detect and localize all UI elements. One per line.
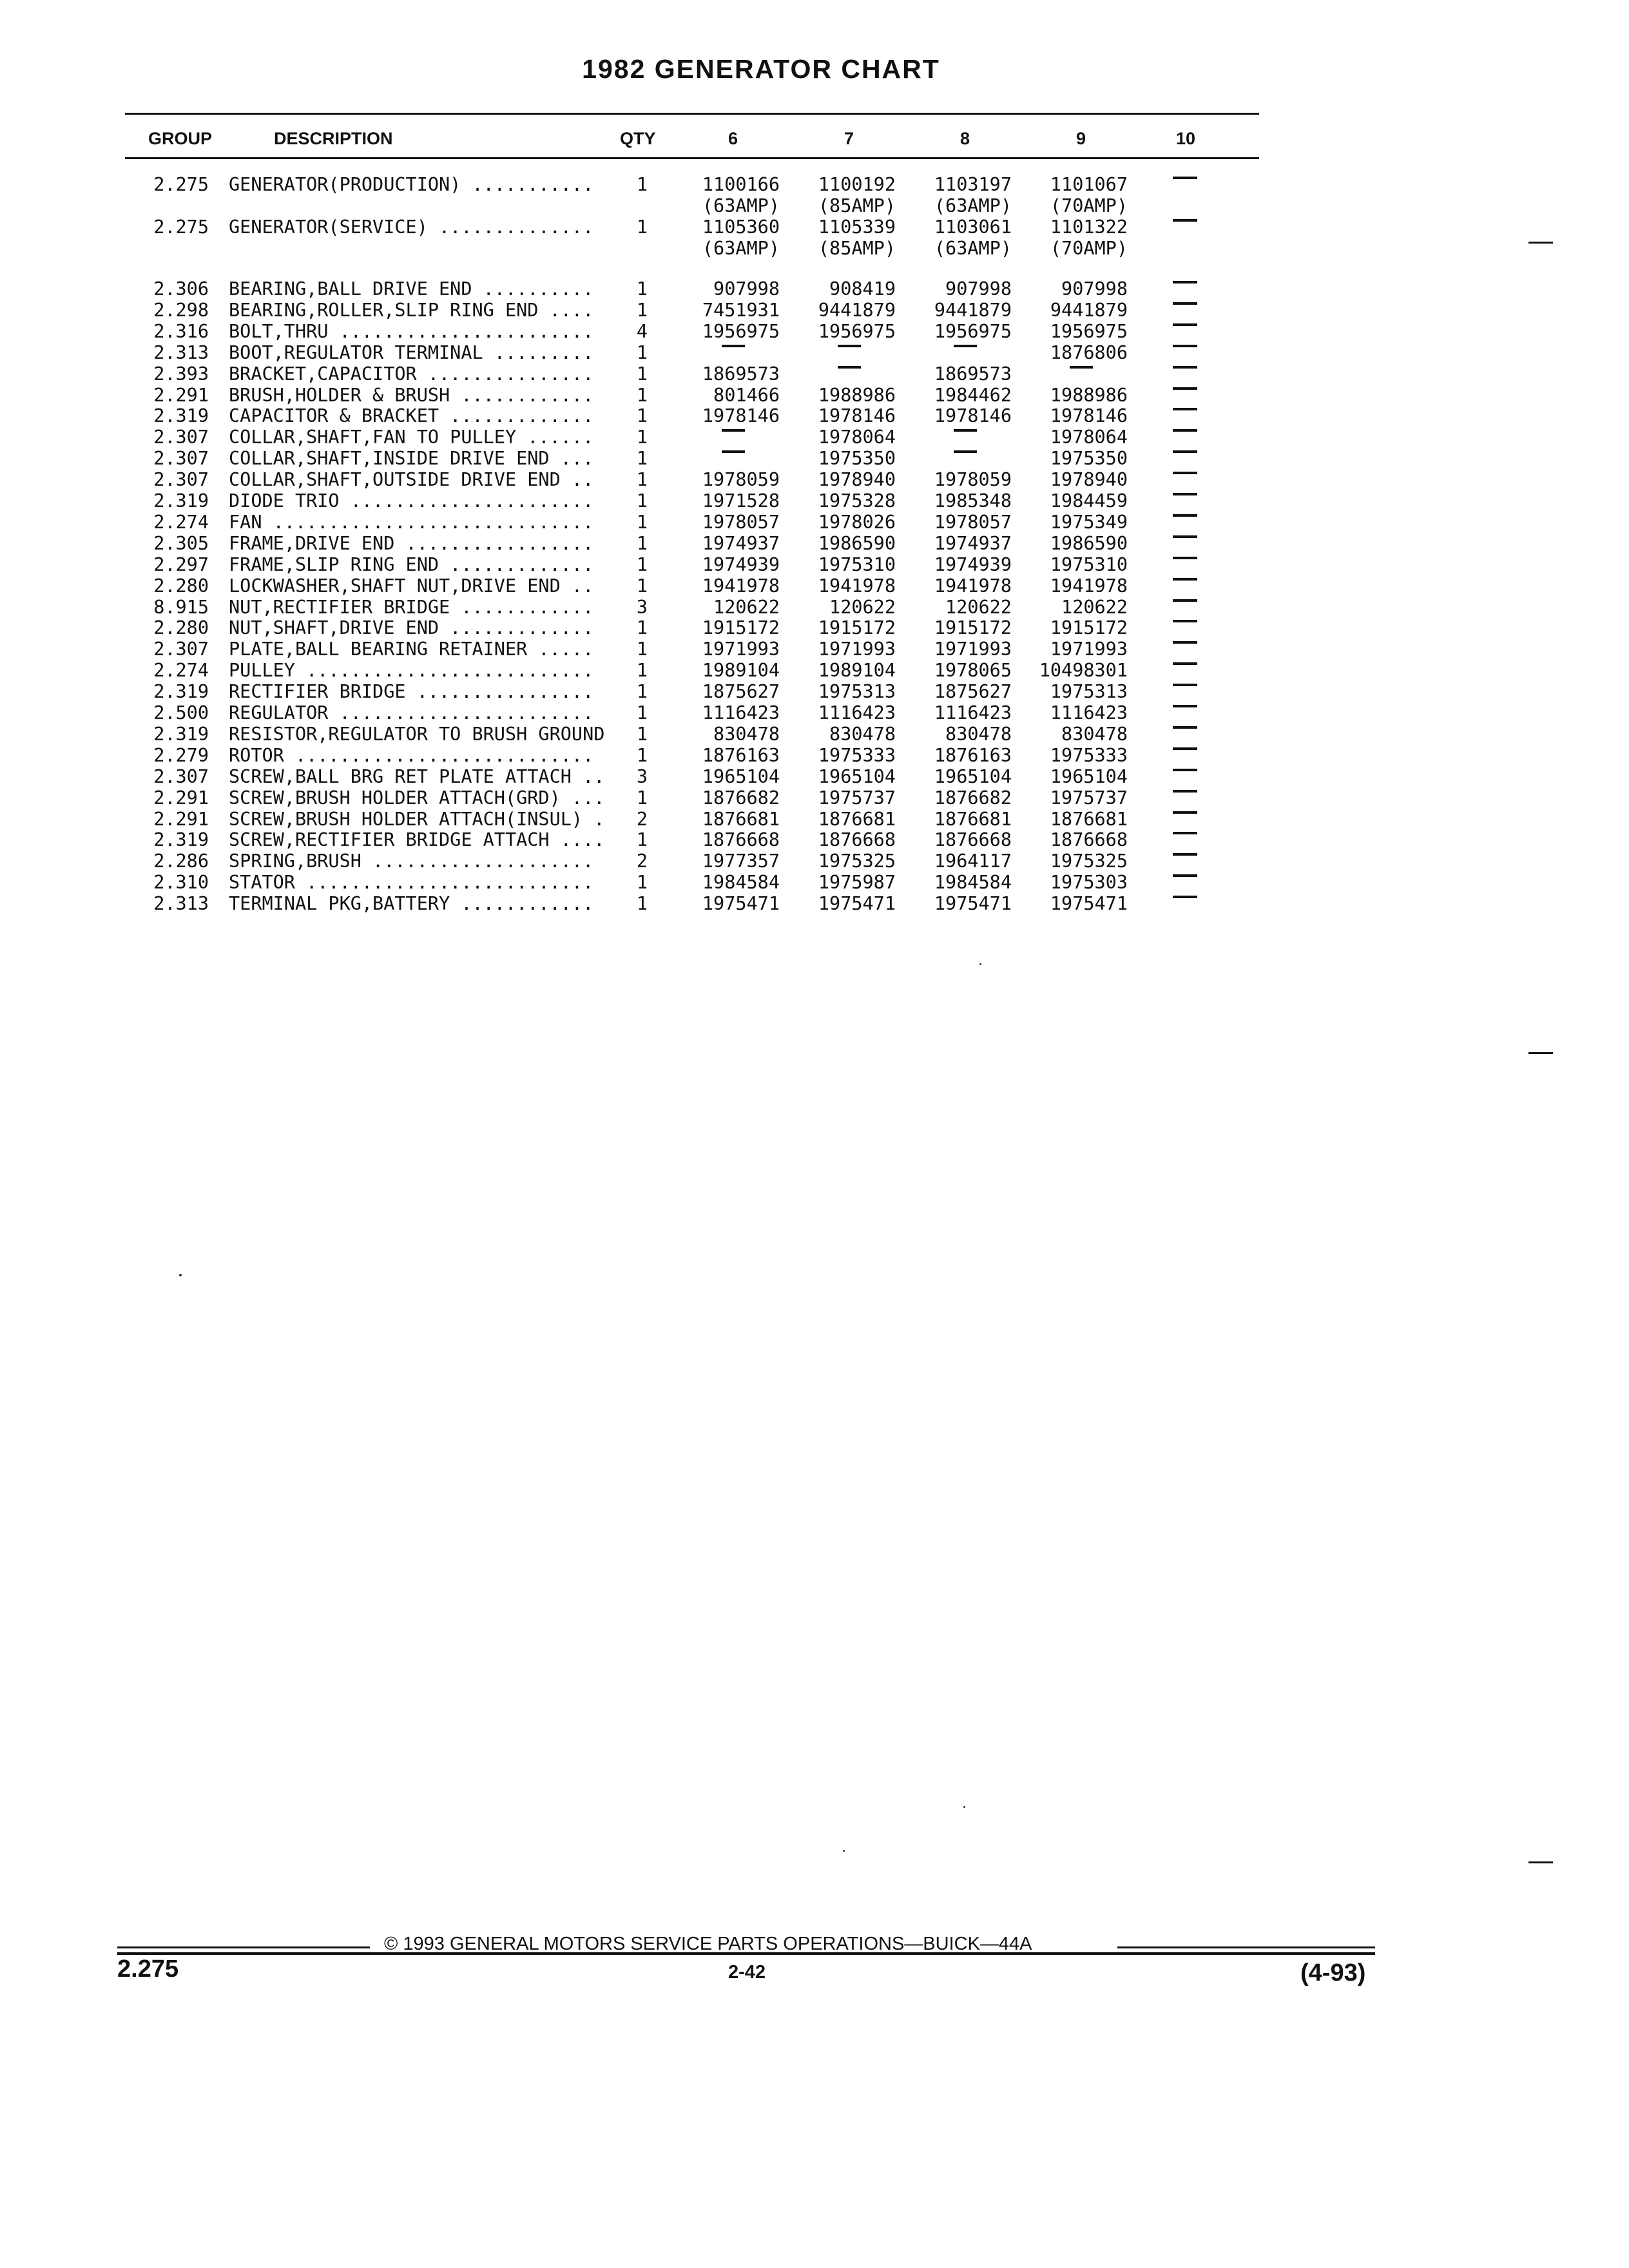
cell-c7: 1986590	[818, 532, 896, 554]
cell-desc: SPRING,BRUSH ....................	[229, 850, 594, 872]
cell-c6: 801466	[713, 384, 780, 406]
cell-group: 2.291	[153, 787, 209, 809]
revision-date: (4-93)	[1300, 1959, 1366, 1986]
cell-qty: 1	[636, 617, 648, 639]
cell-desc: FAN .............................	[229, 511, 594, 533]
cell-group: 2.280	[153, 617, 209, 639]
cell-c7: 9441879	[818, 299, 896, 321]
cell-c10	[1173, 853, 1197, 856]
cell-c10	[1173, 408, 1197, 410]
cell-group: 2.319	[153, 405, 209, 427]
cell-c8: 1876668	[934, 829, 1012, 851]
cell-c9: 1101067	[1050, 174, 1128, 195]
cell-c8: 1978057	[934, 511, 1012, 533]
cell-group: 2.307	[153, 639, 209, 660]
cell-desc: GENERATOR(PRODUCTION) ...........	[229, 174, 594, 195]
cell-c6: (63AMP)	[702, 195, 780, 216]
cell-group: 2.286	[153, 850, 209, 872]
cell-c10	[1173, 684, 1197, 686]
cell-c6: 1989104	[702, 660, 780, 682]
cell-c6: 1915172	[702, 617, 780, 639]
cell-qty: 1	[636, 490, 648, 512]
cell-desc: FRAME,DRIVE END .................	[229, 532, 594, 554]
cell-desc: LOCKWASHER,SHAFT NUT,DRIVE END ..	[229, 575, 594, 597]
cell-c10	[1173, 281, 1197, 284]
cell-qty: 1	[636, 553, 648, 575]
cell-c8: 1984462	[934, 384, 1012, 406]
cell-c9: 830478	[1061, 723, 1128, 745]
cell-qty: 1	[636, 660, 648, 682]
scan-speck	[963, 1806, 965, 1808]
cell-desc: BEARING,ROLLER,SLIP RING END ....	[229, 299, 594, 321]
cell-c9: 1986590	[1050, 532, 1128, 554]
cell-c9: (70AMP)	[1050, 195, 1128, 216]
cell-c10	[1173, 620, 1197, 622]
cell-desc: DIODE TRIO ......................	[229, 490, 594, 512]
cell-group: 2.316	[153, 320, 209, 342]
cell-qty: 1	[636, 681, 648, 703]
cell-c8: 1956975	[934, 320, 1012, 342]
cell-qty: 1	[636, 639, 648, 660]
cell-desc: SCREW,BRUSH HOLDER ATTACH(INSUL) .	[229, 808, 605, 830]
cell-group: 2.291	[153, 808, 209, 830]
cell-c10	[1173, 323, 1197, 326]
cell-c10	[1173, 874, 1197, 877]
cell-c9: 1978064	[1050, 427, 1128, 448]
cell-desc: SCREW,BRUSH HOLDER ATTACH(GRD) ...	[229, 787, 605, 809]
cell-c7: 1876681	[818, 808, 896, 830]
cell-qty: 1	[636, 278, 648, 300]
cell-desc: BRUSH,HOLDER & BRUSH ............	[229, 384, 594, 406]
cell-c10	[1173, 832, 1197, 834]
cell-c9: 1988986	[1050, 384, 1128, 406]
cell-c10	[1173, 747, 1197, 750]
cell-c7: 1915172	[818, 617, 896, 639]
page-title: 1982 GENERATOR CHART	[582, 54, 940, 84]
cell-c7: 1975333	[818, 744, 896, 766]
cell-desc: SCREW,RECTIFIER BRIDGE ATTACH ....	[229, 829, 605, 851]
cell-c7: (85AMP)	[818, 195, 896, 216]
cell-c6: 1105360	[702, 216, 780, 238]
cell-c6: 1869573	[702, 363, 780, 385]
cell-c9: 1978940	[1050, 469, 1128, 491]
cell-c7: 1975325	[818, 850, 896, 872]
cell-desc: GENERATOR(SERVICE) ..............	[229, 216, 594, 238]
cell-desc: COLLAR,SHAFT,FAN TO PULLEY ......	[229, 427, 594, 448]
cell-c8: 1876681	[934, 808, 1012, 830]
cell-c7: 908419	[829, 278, 896, 300]
scan-speck	[979, 963, 981, 965]
cell-c9: 1984459	[1050, 490, 1128, 512]
cell-c10	[1173, 535, 1197, 538]
header-bottom-rule	[125, 157, 1259, 159]
cell-group: 2.313	[153, 341, 209, 363]
cell-c7: 1975737	[818, 787, 896, 809]
cell-c8	[954, 345, 977, 347]
cell-c8: 120622	[945, 596, 1012, 618]
cell-desc: RECTIFIER BRIDGE ................	[229, 681, 594, 703]
cell-group: 2.274	[153, 511, 209, 533]
cell-c9: 1975350	[1050, 448, 1128, 470]
cell-c8: 1876682	[934, 787, 1012, 809]
cell-qty: 1	[636, 174, 648, 195]
cell-c10	[1173, 896, 1197, 898]
cell-qty: 2	[636, 850, 648, 872]
cell-group: 2.297	[153, 553, 209, 575]
cell-c10	[1173, 493, 1197, 495]
cell-qty: 1	[636, 723, 648, 745]
cell-c9: 1975471	[1050, 893, 1128, 915]
cell-c6: 1971528	[702, 490, 780, 512]
margin-mark-1	[1528, 242, 1553, 244]
cell-c6: 907998	[713, 278, 780, 300]
cell-c7: 830478	[829, 723, 896, 745]
cell-c8: 907998	[945, 278, 1012, 300]
header-description: DESCRIPTION	[274, 129, 393, 148]
cell-c9: 1965104	[1050, 765, 1128, 787]
cell-c10	[1173, 472, 1197, 474]
cell-c9: 1915172	[1050, 617, 1128, 639]
cell-c6: 1956975	[702, 320, 780, 342]
cell-desc: SCREW,BALL BRG RET PLATE ATTACH ..	[229, 765, 605, 787]
cell-group: 2.305	[153, 532, 209, 554]
cell-c7: 1989104	[818, 660, 896, 682]
cell-c9: 1956975	[1050, 320, 1128, 342]
header-col-8: 8	[960, 129, 970, 148]
cell-c8: (63AMP)	[934, 238, 1012, 259]
cell-c7: 1956975	[818, 320, 896, 342]
cell-qty: 1	[636, 384, 648, 406]
cell-c6: 1978059	[702, 469, 780, 491]
cell-c6: 1971993	[702, 639, 780, 660]
cell-c7: 1105339	[818, 216, 896, 238]
cell-c9	[1070, 366, 1093, 369]
cell-c7: 1978940	[818, 469, 896, 491]
cell-c8: 1974939	[934, 553, 1012, 575]
cell-qty: 1	[636, 872, 648, 894]
cell-c8: 1978065	[934, 660, 1012, 682]
cell-c10	[1173, 557, 1197, 559]
cell-c10	[1173, 387, 1197, 390]
cell-c9: 9441879	[1050, 299, 1128, 321]
header-col-9: 9	[1076, 129, 1086, 148]
cell-c8: 1985348	[934, 490, 1012, 512]
cell-c10	[1173, 705, 1197, 707]
cell-c8: 1978146	[934, 405, 1012, 427]
cell-qty: 1	[636, 405, 648, 427]
cell-desc: BOOT,REGULATOR TERMINAL .........	[229, 341, 594, 363]
cell-desc: NUT,SHAFT,DRIVE END .............	[229, 617, 594, 639]
cell-c7: 1978026	[818, 511, 896, 533]
cell-group: 2.275	[153, 174, 209, 195]
cell-c9: 1975737	[1050, 787, 1128, 809]
cell-c6: 1116423	[702, 702, 780, 724]
cell-qty: 4	[636, 320, 648, 342]
cell-c9: 1876806	[1050, 341, 1128, 363]
cell-c6: 1978057	[702, 511, 780, 533]
cell-c8: 1978059	[934, 469, 1012, 491]
cell-qty: 1	[636, 363, 648, 385]
cell-c9: 1975349	[1050, 511, 1128, 533]
scan-speck	[179, 1274, 182, 1276]
header-top-rule	[125, 113, 1259, 115]
cell-desc: FRAME,SLIP RING END .............	[229, 553, 594, 575]
cell-group: 2.306	[153, 278, 209, 300]
cell-c10	[1173, 726, 1197, 729]
cell-qty: 1	[636, 427, 648, 448]
cell-desc: CAPACITOR & BRACKET .............	[229, 405, 594, 427]
cell-c6: 1941978	[702, 575, 780, 597]
cell-c9: 907998	[1061, 278, 1128, 300]
cell-c9: 1975333	[1050, 744, 1128, 766]
cell-c6: 1100166	[702, 174, 780, 195]
cell-c8: 1974937	[934, 532, 1012, 554]
cell-group: 2.279	[153, 744, 209, 766]
cell-c7: (85AMP)	[818, 238, 896, 259]
cell-c7: 1975328	[818, 490, 896, 512]
cell-c6: 1876668	[702, 829, 780, 851]
cell-group: 2.310	[153, 872, 209, 894]
cell-group: 2.307	[153, 469, 209, 491]
cell-c9: 1975313	[1050, 681, 1128, 703]
cell-c8: 1941978	[934, 575, 1012, 597]
cell-qty: 1	[636, 702, 648, 724]
cell-c8: (63AMP)	[934, 195, 1012, 216]
cell-c7: 1975313	[818, 681, 896, 703]
cell-group: 2.280	[153, 575, 209, 597]
cell-c10	[1173, 599, 1197, 602]
cell-c9: 1876681	[1050, 808, 1128, 830]
header-col-10: 10	[1176, 129, 1196, 148]
header-col-7: 7	[844, 129, 854, 148]
cell-c8: 9441879	[934, 299, 1012, 321]
cell-c9: 1971993	[1050, 639, 1128, 660]
cell-c9: 1876668	[1050, 829, 1128, 851]
cell-group: 2.275	[153, 216, 209, 238]
cell-c7	[838, 366, 861, 369]
cell-c8: 1876163	[934, 744, 1012, 766]
cell-c10	[1173, 366, 1197, 369]
copyright-line: © 1993 GENERAL MOTORS SERVICE PARTS OPERATIONS—BUICK—44A	[384, 1934, 1032, 1954]
cell-c8: 1103197	[934, 174, 1012, 195]
header-group: GROUP	[148, 129, 213, 148]
cell-c9: 10498301	[1039, 660, 1128, 682]
cell-c7: 1975350	[818, 448, 896, 470]
cell-c6	[722, 345, 745, 347]
cell-group: 2.298	[153, 299, 209, 321]
cell-c7: 1971993	[818, 639, 896, 660]
cell-c9: 1975310	[1050, 553, 1128, 575]
cell-group: 2.319	[153, 681, 209, 703]
cell-desc: RESISTOR,REGULATOR TO BRUSH GROUND	[229, 723, 605, 745]
cell-c9: 1101322	[1050, 216, 1128, 238]
cell-qty: 1	[636, 469, 648, 491]
cell-c6: 1984584	[702, 872, 780, 894]
margin-mark-3	[1528, 1861, 1553, 1863]
cell-c10	[1173, 641, 1197, 644]
cell-qty: 1	[636, 511, 648, 533]
cell-c9: 1975303	[1050, 872, 1128, 894]
cell-desc: COLLAR,SHAFT,INSIDE DRIVE END ...	[229, 448, 594, 470]
cell-group: 2.500	[153, 702, 209, 724]
cell-c6: 830478	[713, 723, 780, 745]
cell-qty: 1	[636, 299, 648, 321]
cell-qty: 3	[636, 765, 648, 787]
cell-c9: 1941978	[1050, 575, 1128, 597]
cell-c9: 120622	[1061, 596, 1128, 618]
section-number: 2.275	[117, 1956, 179, 1983]
cell-c8: 830478	[945, 723, 1012, 745]
cell-c6: 1978146	[702, 405, 780, 427]
cell-c6: (63AMP)	[702, 238, 780, 259]
cell-qty: 1	[636, 787, 648, 809]
cell-c10	[1173, 219, 1197, 222]
cell-c6: 1876682	[702, 787, 780, 809]
cell-qty: 2	[636, 808, 648, 830]
cell-c6: 1876681	[702, 808, 780, 830]
cell-c6: 1876163	[702, 744, 780, 766]
cell-c7: 1975471	[818, 893, 896, 915]
cell-c6: 1965104	[702, 765, 780, 787]
cell-c9: 1975325	[1050, 850, 1128, 872]
cell-desc: ROTOR ...........................	[229, 744, 594, 766]
cell-c6: 7451931	[702, 299, 780, 321]
cell-group: 2.307	[153, 765, 209, 787]
footer-rule-right	[1117, 1946, 1375, 1948]
cell-c6: 1974939	[702, 553, 780, 575]
header-qty: QTY	[620, 129, 656, 148]
cell-c7: 1988986	[818, 384, 896, 406]
cell-c8: 1116423	[934, 702, 1012, 724]
cell-c7: 1965104	[818, 765, 896, 787]
cell-c7	[838, 345, 861, 347]
margin-mark-2	[1528, 1052, 1553, 1054]
cell-c9: 1978146	[1050, 405, 1128, 427]
cell-c10	[1173, 578, 1197, 581]
cell-desc: BEARING,BALL DRIVE END ..........	[229, 278, 594, 300]
cell-qty: 1	[636, 575, 648, 597]
cell-c8	[954, 429, 977, 432]
cell-c10	[1173, 345, 1197, 347]
cell-c8: 1875627	[934, 681, 1012, 703]
cell-c7: 1116423	[818, 702, 896, 724]
cell-c7: 1941978	[818, 575, 896, 597]
cell-c10	[1173, 302, 1197, 305]
footer-rule-left	[117, 1946, 370, 1948]
cell-c6	[722, 450, 745, 453]
cell-desc: STATOR ..........................	[229, 872, 594, 894]
cell-c10	[1173, 514, 1197, 517]
cell-c8: 1965104	[934, 765, 1012, 787]
cell-c7: 120622	[829, 596, 896, 618]
cell-qty: 1	[636, 893, 648, 915]
cell-c7: 1975310	[818, 553, 896, 575]
cell-qty: 3	[636, 596, 648, 618]
cell-group: 2.291	[153, 384, 209, 406]
cell-group: 2.393	[153, 363, 209, 385]
cell-qty: 1	[636, 532, 648, 554]
cell-c8: 1915172	[934, 617, 1012, 639]
cell-c9: (70AMP)	[1050, 238, 1128, 259]
cell-desc: BOLT,THRU .......................	[229, 320, 594, 342]
cell-qty: 1	[636, 216, 648, 238]
cell-group: 2.319	[153, 829, 209, 851]
cell-group: 2.307	[153, 427, 209, 448]
cell-desc: TERMINAL PKG,BATTERY ............	[229, 893, 594, 915]
scan-speck	[843, 1850, 845, 1852]
cell-group: 2.313	[153, 893, 209, 915]
cell-c7: 1876668	[818, 829, 896, 851]
cell-c6: 1975471	[702, 893, 780, 915]
cell-desc: REGULATOR .......................	[229, 702, 594, 724]
cell-c7: 1978146	[818, 405, 896, 427]
cell-qty: 1	[636, 448, 648, 470]
header-col-6: 6	[728, 129, 738, 148]
cell-c10	[1173, 769, 1197, 771]
cell-c8: 1975471	[934, 893, 1012, 915]
cell-c8	[954, 450, 977, 453]
cell-c8: 1869573	[934, 363, 1012, 385]
cell-c10	[1173, 662, 1197, 665]
cell-c6: 1977357	[702, 850, 780, 872]
cell-c6	[722, 429, 745, 432]
cell-group: 2.319	[153, 723, 209, 745]
cell-desc: NUT,RECTIFIER BRIDGE ............	[229, 596, 594, 618]
cell-c10	[1173, 450, 1197, 453]
cell-desc: BRACKET,CAPACITOR ...............	[229, 363, 594, 385]
cell-c10	[1173, 429, 1197, 432]
cell-qty: 1	[636, 829, 648, 851]
page-number: 2-42	[728, 1962, 766, 1983]
cell-desc: PULLEY ..........................	[229, 660, 594, 682]
cell-qty: 1	[636, 744, 648, 766]
cell-c6: 1974937	[702, 532, 780, 554]
cell-c10	[1173, 177, 1197, 179]
cell-c10	[1173, 811, 1197, 814]
cell-c7: 1100192	[818, 174, 896, 195]
cell-c7: 1978064	[818, 427, 896, 448]
cell-c8: 1984584	[934, 872, 1012, 894]
cell-c6: 120622	[713, 596, 780, 618]
cell-group: 2.307	[153, 448, 209, 470]
cell-c8: 1103061	[934, 216, 1012, 238]
cell-group: 8.915	[153, 596, 209, 618]
cell-qty: 1	[636, 341, 648, 363]
cell-c7: 1975987	[818, 872, 896, 894]
cell-c8: 1964117	[934, 850, 1012, 872]
cell-group: 2.274	[153, 660, 209, 682]
cell-desc: COLLAR,SHAFT,OUTSIDE DRIVE END ..	[229, 469, 594, 491]
cell-c6: 1875627	[702, 681, 780, 703]
cell-group: 2.319	[153, 490, 209, 512]
cell-c8: 1971993	[934, 639, 1012, 660]
cell-desc: PLATE,BALL BEARING RETAINER .....	[229, 639, 594, 660]
cell-c9: 1116423	[1050, 702, 1128, 724]
cell-c10	[1173, 790, 1197, 793]
